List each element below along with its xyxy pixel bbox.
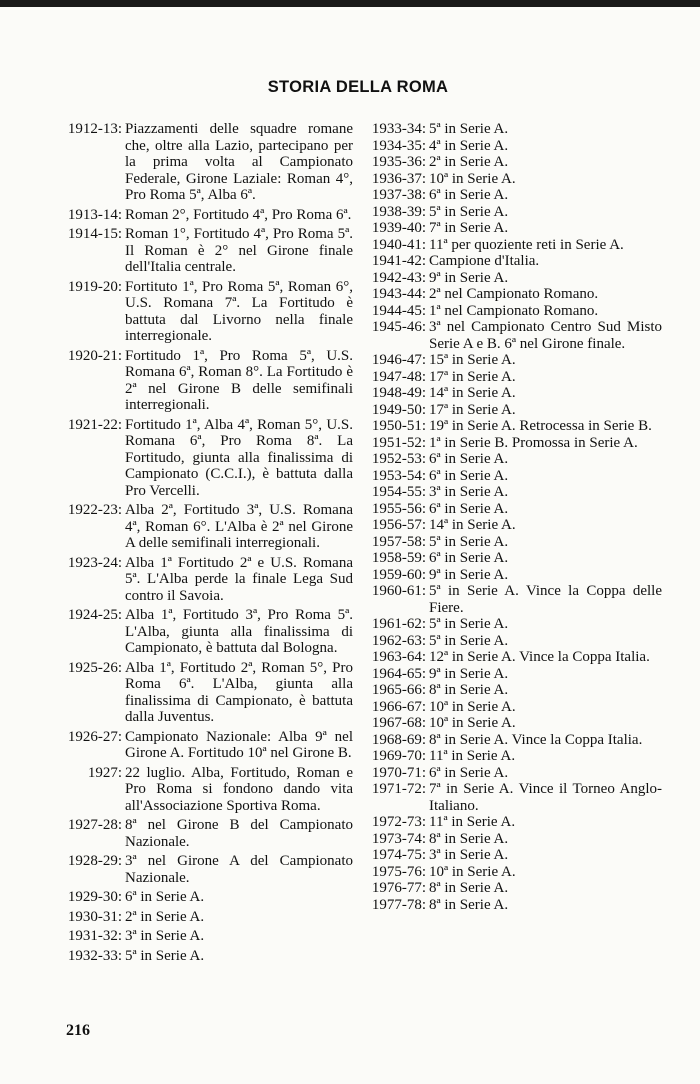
season-entry <box>370 748 662 765</box>
season-entry <box>370 864 662 881</box>
season-entry <box>370 402 662 419</box>
season-entry <box>66 502 353 552</box>
season-result: Fortitudo 1ª, Pro Roma 5ª, U.S. Romana 6ª, Roman 8°. La Fortitudo è 2ª nel Girone B delle semifinali interregionali. <box>125 347 353 413</box>
season-result: 5ª in Serie A. <box>429 121 509 137</box>
season-result: 6ª in Serie A. <box>429 451 509 467</box>
season-entry <box>370 732 662 749</box>
season-entry <box>370 880 662 897</box>
season-year: 1927: <box>87 764 122 781</box>
season-result: 19ª in Serie A. Retrocessa in Serie B. <box>429 418 652 434</box>
season-result: Fortitudo 1ª, Alba 4ª, Roman 5°, U.S. Romana 6ª, Pro Roma 8ª. La Fortitudo, giunta alla finalissima di Campionato (C.C.I.), è battuta dalla Pro Vercelli. <box>125 416 353 499</box>
season-entry <box>370 220 662 237</box>
season-entry <box>370 451 662 468</box>
season-result: 6ª in Serie A. <box>429 187 509 203</box>
season-entry <box>370 583 662 616</box>
season-entry <box>370 781 662 814</box>
season-year: 1941-42: <box>371 253 426 269</box>
season-result: 14ª in Serie A. <box>429 385 516 401</box>
season-entry <box>370 715 662 732</box>
season-year: 1930-31: <box>67 908 122 925</box>
season-result: 3ª in Serie A. <box>429 847 509 863</box>
season-year: 1974-75: <box>371 847 426 863</box>
season-year: 1921-22: <box>67 416 122 433</box>
season-year: 1937-38: <box>371 187 426 203</box>
season-year: 1932-33: <box>67 947 122 964</box>
season-result: Piazzamenti delle squadre romane che, oltre alla Lazio, partecipano per la prima volta al Campionato Federale, Girone Laziale: Roman 4°, Pro Roma 5ª, Alba 6ª. <box>125 121 353 203</box>
season-entry <box>370 550 662 567</box>
season-entry <box>370 270 662 287</box>
season-result: 6ª in Serie A. <box>429 467 509 484</box>
season-year: 1929-30: <box>67 889 122 905</box>
season-result: 17ª in Serie A. <box>429 401 516 418</box>
season-entry <box>66 607 353 657</box>
season-year: 1943-44: <box>371 286 426 302</box>
season-entry <box>370 847 662 864</box>
season-result: 7ª in Serie A. <box>429 220 509 236</box>
season-year: 1940-41: <box>371 236 426 253</box>
season-year: 1951-52: <box>371 434 426 451</box>
season-result: 5ª in Serie A. <box>125 947 205 964</box>
season-year: 1977-78: <box>371 896 426 913</box>
season-entry <box>370 352 662 369</box>
season-result: 4ª in Serie A. <box>429 137 509 154</box>
season-entry <box>370 765 662 782</box>
season-year: 1965-66: <box>371 682 426 698</box>
season-year: 1925-26: <box>67 659 122 676</box>
season-result: 1ª in Serie B. Promossa in Serie A. <box>429 434 638 451</box>
season-result: 11ª in Serie A. <box>429 748 516 764</box>
season-year: 1964-65: <box>371 665 426 682</box>
season-result: 11ª in Serie A. <box>429 814 516 830</box>
season-year: 1975-76: <box>371 863 426 880</box>
season-entry <box>66 928 353 945</box>
season-year: 1956-57: <box>371 517 426 533</box>
season-entry <box>370 369 662 386</box>
season-year: 1913-14: <box>67 206 122 223</box>
season-entry <box>66 948 353 965</box>
season-result: 12ª in Serie A. Vince la Coppa Italia. <box>429 649 650 665</box>
season-result: 8ª in Serie A. <box>429 880 509 896</box>
season-result: 8ª in Serie A. <box>429 830 509 847</box>
season-year: 1928-29: <box>67 853 122 869</box>
season-year: 1950-51: <box>371 418 426 434</box>
season-result: 3ª in Serie A. <box>429 484 509 500</box>
season-result: 6ª in Serie A. <box>125 889 205 905</box>
season-year: 1948-49: <box>371 385 426 401</box>
page-number: 216 <box>66 1022 90 1039</box>
season-year: 1959-60: <box>371 566 426 583</box>
season-year: 1934-35: <box>371 137 426 154</box>
season-year: 1938-39: <box>371 203 426 220</box>
season-year: 1924-25: <box>67 607 122 623</box>
season-result: 5ª in Serie A. Vince la Coppa delle Fiere. <box>429 583 662 616</box>
season-entry <box>66 660 353 726</box>
season-result: 1ª nel Campionato Romano. <box>429 302 599 319</box>
season-entry <box>66 729 353 762</box>
season-entry <box>66 853 353 886</box>
season-entry <box>370 682 662 699</box>
season-year: 1961-62: <box>371 616 426 632</box>
season-year: 1946-47: <box>371 352 426 368</box>
season-year: 1936-37: <box>371 170 426 187</box>
season-year: 1958-59: <box>371 550 426 566</box>
season-result: Campionato Nazionale: Alba 9ª nel Girone A. Fortitudo 10ª nel Girone B. <box>125 728 353 761</box>
season-result: 5ª in Serie A. <box>429 632 509 649</box>
season-year: 1960-61: <box>371 583 426 599</box>
season-result: 6ª in Serie A. <box>429 550 509 566</box>
season-result: Alba 1ª, Fortitudo 3ª, Pro Roma 5ª. L'Alba, giunta alla finalissima di Campionato, è battuta dal Bologna. <box>125 607 353 656</box>
season-year: 1962-63: <box>371 632 426 649</box>
season-entry <box>370 633 662 650</box>
season-result: 6ª in Serie A. <box>429 500 509 517</box>
season-year: 1939-40: <box>371 220 426 236</box>
season-result: 17ª in Serie A. <box>429 368 516 385</box>
season-entry <box>370 286 662 303</box>
season-entry <box>370 484 662 501</box>
season-result: 5ª in Serie A. <box>429 616 509 632</box>
season-result: Roman 2°, Fortitudo 4ª, Pro Roma 6ª. <box>125 206 352 223</box>
season-result: Roman 1°, Fortitudo 4ª, Pro Roma 5ª. Il Roman è 2° nel Girone finale dell'Italia centrale. <box>125 226 353 275</box>
season-year: 1972-73: <box>371 814 426 830</box>
season-result: 8ª in Serie A. <box>429 682 509 698</box>
season-entry <box>370 831 662 848</box>
season-result: 9ª in Serie A. <box>429 566 509 583</box>
season-year: 1923-24: <box>67 554 122 571</box>
season-year: 1966-67: <box>371 698 426 715</box>
season-year: 1912-13: <box>67 121 122 137</box>
season-result: 10ª in Serie A. <box>429 698 516 715</box>
season-entry <box>370 649 662 666</box>
season-year: 1971-72: <box>371 781 426 797</box>
season-entry <box>370 468 662 485</box>
season-result: Alba 1ª, Fortitudo 2ª, Roman 5°, Pro Roma 6ª. L'Alba, giunta alla finalissima di Campionato, è battuta dalla Juventus. <box>125 659 353 725</box>
season-entry <box>66 817 353 850</box>
season-result: 3ª nel Girone A del Campionato Nazionale. <box>125 853 353 886</box>
season-year: 1945-46: <box>371 319 426 335</box>
season-year: 1967-68: <box>371 715 426 731</box>
season-entry <box>370 567 662 584</box>
season-entry <box>370 814 662 831</box>
season-result: Fortituto 1ª, Pro Roma 5ª, Roman 6°, U.S. Romana 7ª. La Fortitudo è battuta dal Livorno nella finale interregionale. <box>125 278 353 344</box>
season-year: 1949-50: <box>371 401 426 418</box>
season-result: 9ª in Serie A. <box>429 269 509 286</box>
season-result: 8ª in Serie A. <box>429 896 509 913</box>
season-entry <box>370 319 662 352</box>
season-year: 1935-36: <box>371 154 426 170</box>
season-result: 10ª in Serie A. <box>429 170 516 187</box>
season-year: 1955-56: <box>371 500 426 517</box>
season-result: Campione d'Italia. <box>429 253 540 269</box>
season-entry <box>370 534 662 551</box>
season-year: 1947-48: <box>371 368 426 385</box>
season-year: 1931-32: <box>67 928 122 944</box>
season-entry <box>370 897 662 914</box>
season-result: 2ª in Serie A. <box>429 154 509 170</box>
season-entry <box>370 616 662 633</box>
season-year: 1933-34: <box>371 121 426 137</box>
season-result: 5ª in Serie A. <box>429 533 509 550</box>
season-entry <box>66 555 353 605</box>
season-result: Alba 1ª Fortitudo 2ª e U.S. Romana 5ª. L'Alba perde la finale Lega Sud contro il Savoia. <box>125 554 353 604</box>
season-entry <box>66 207 353 224</box>
season-result: 14ª in Serie A. <box>429 517 516 533</box>
season-result: 9ª in Serie A. <box>429 665 509 682</box>
season-entry <box>370 154 662 171</box>
season-entry <box>66 279 353 345</box>
season-entry <box>370 517 662 534</box>
season-year: 1969-70: <box>371 748 426 764</box>
left-column <box>66 121 353 967</box>
season-entry <box>66 417 353 500</box>
season-result: 11ª per quoziente reti in Serie A. <box>429 236 624 253</box>
season-entry <box>66 226 353 276</box>
season-entry <box>370 699 662 716</box>
season-result: 3ª nel Campionato Centro Sud Misto Serie A e B. 6ª nel Girone finale. <box>429 319 662 352</box>
season-result: 15ª in Serie A. <box>429 352 516 368</box>
season-entry <box>370 204 662 221</box>
season-result: 3ª in Serie A. <box>125 928 205 944</box>
season-year: 1953-54: <box>371 467 426 484</box>
season-result: Alba 2ª, Fortitudo 3ª, U.S. Romana 4ª, Roman 6°. L'Alba è 2ª nel Girone A delle semifinali interregionali. <box>125 502 353 551</box>
season-result: 5ª in Serie A. <box>429 203 509 220</box>
season-entry <box>370 121 662 138</box>
season-year: 1919-20: <box>67 278 122 295</box>
season-year: 1957-58: <box>371 533 426 550</box>
season-year: 1952-53: <box>371 451 426 467</box>
season-result: 10ª in Serie A. <box>429 863 516 880</box>
season-result: 2ª in Serie A. <box>125 908 205 925</box>
season-entry <box>370 435 662 452</box>
right-column <box>370 121 662 913</box>
season-year: 1920-21: <box>67 347 122 364</box>
season-entry <box>66 765 353 815</box>
season-entry <box>370 171 662 188</box>
season-entry <box>370 253 662 270</box>
season-year: 1970-71: <box>371 764 426 781</box>
season-entry <box>370 303 662 320</box>
season-entry <box>370 138 662 155</box>
season-entry <box>66 121 353 204</box>
season-year: 1914-15: <box>67 226 122 242</box>
season-year: 1954-55: <box>371 484 426 500</box>
season-result: 2ª nel Campionato Romano. <box>429 286 599 302</box>
season-result: 8ª in Serie A. Vince la Coppa Italia. <box>429 731 643 748</box>
season-year: 1944-45: <box>371 302 426 319</box>
season-year: 1942-43: <box>371 269 426 286</box>
season-result: 10ª in Serie A. <box>429 715 516 731</box>
season-year: 1926-27: <box>67 728 122 745</box>
season-result: 7ª in Serie A. Vince il Torneo Anglo-Italiano. <box>429 781 662 814</box>
season-year: 1922-23: <box>67 502 122 518</box>
season-entry <box>370 501 662 518</box>
season-year: 1973-74: <box>371 830 426 847</box>
season-entry <box>370 666 662 683</box>
season-entry <box>370 187 662 204</box>
season-year: 1968-69: <box>371 731 426 748</box>
top-border-rule <box>0 0 700 7</box>
page-title: STORIA DELLA ROMA <box>267 78 449 96</box>
season-result: 6ª in Serie A. <box>429 764 509 781</box>
season-result: 22 luglio. Alba, Fortitudo, Roman e Pro Roma si fondono dando vita all'Associazione Sportiva Roma. <box>125 764 353 814</box>
season-entry <box>370 418 662 435</box>
season-year: 1963-64: <box>371 649 426 665</box>
season-entry <box>370 385 662 402</box>
season-year: 1927-28: <box>67 817 122 833</box>
season-entry <box>370 237 662 254</box>
season-result: 8ª nel Girone B del Campionato Nazionale. <box>125 817 353 850</box>
season-entry <box>66 889 353 906</box>
season-entry <box>66 909 353 926</box>
season-year: 1976-77: <box>371 880 426 896</box>
season-entry <box>66 348 353 414</box>
